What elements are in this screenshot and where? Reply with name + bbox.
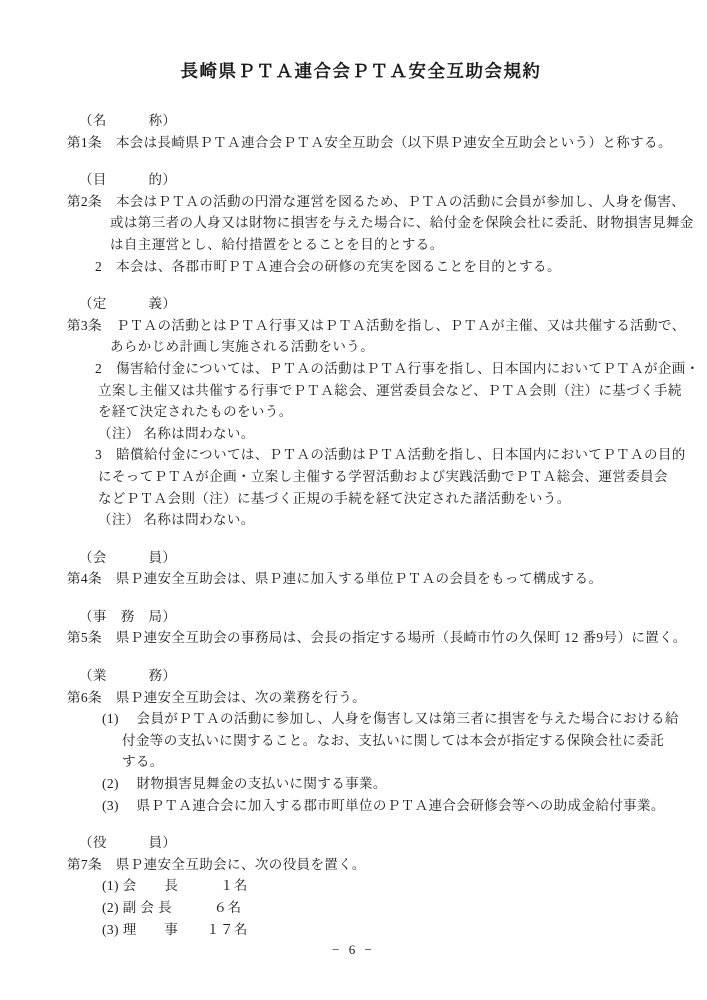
list-item-line: (3) 理 事 １７名 [102,921,248,937]
section-heading: （業 務） [79,668,177,684]
subitem-continuation-line: 立案し主催又は共催する行事でＰＴＡ総会、運営委員会など、ＰＴＡ会則（注）に基づく手続 [98,382,682,398]
list-item-line: (2) 財物損害見舞金の支払いに関する事業。 [102,776,387,792]
document-title: 長崎県ＰＴＡ連合会ＰＴＡ安全互助会規約 [180,61,542,81]
article-continuation-line: 或は第三者の人身又は財物に損害を与えた場合に、給付金を保険会社に委託、財物損害見舞金 [110,215,694,231]
document-body [67,110,700,940]
section-heading: （名 称） [79,113,177,128]
section-heading: （事 務 局） [79,608,177,624]
section-secretariat [67,606,687,649]
subitem-continuation-line: などＰＴＡ会則（注）に基づく正規の手続を経て決定された諸活動をいう。 [98,490,571,506]
subitem-continuation-line: （注） 名称は問わない。 [98,512,255,528]
article-line: 第5条 県Ｐ連安全互助会の事務局は、会長の指定する場所（長崎市竹の久保町 12 番9号）に置く。 [67,630,687,646]
subitem-continuation-line: にそってＰＴＡが企画・立案し主催する学習活動および実践活動でＰＴＡ総会、運営委員会 [98,468,668,484]
list-item-continuation-line: 付金等の支払いに関すること。なお、支払いに関しては本会が指定する保険会社に委託 [122,732,665,748]
list-item-line: (2) 副 会 長 ６名 [102,900,242,915]
article-line: 第2条 本会はＰＴＡの活動の円滑な運営を図るため、ＰＴＡの活動に会員が参加し、人身を傷害、 [67,193,686,209]
section-heading: （会 員） [79,549,177,565]
subitem-line: 2 本会は、各郡市町ＰＴＡ連合会の研修の充実を図ることを目的とする。 [95,258,561,274]
section-members [67,547,655,590]
article-line: 第3条 ＰＴＡの活動とはＰＴＡ行事又はＰＴＡ活動を指し、ＰＴＡが主催、又は共催する活動で、 [67,317,686,333]
subitem-continuation-line: （注） 名称は問わない。 [98,425,255,441]
article-continuation-line: あらかじめ計画し実施される活動をいう。 [110,339,375,355]
section-purpose [67,169,694,277]
article-line: 第4条 県Ｐ連安全互助会は、県Ｐ連に加入する単位ＰＴＡの会員をもって構成する。 [67,571,603,587]
section-name [67,110,672,153]
section-officers [67,832,655,940]
section-definitions [67,293,700,531]
section-heading: （目 的） [79,172,177,188]
subitem-line: 3 賠償給付金については、ＰＴＡの活動はＰＴＡ活動を指し、日本国内においてＰＴＡの目的 [95,447,686,463]
article-line: 第7条 県Ｐ連安全互助会に、次の役員を置く。 [67,856,366,872]
list-item-line: (1) 会 長 １名 [102,878,248,894]
article-continuation-line: は自主運営とし、給付措置をとることを目的とする。 [110,236,444,252]
subitem-continuation-line: を経て決定されたものをいう。 [98,404,293,420]
list-item-continuation-line: する。 [122,754,164,770]
section-heading: （定 義） [79,296,177,312]
article-line: 第6条 県Ｐ連安全互助会は、次の業務を行う。 [67,689,367,705]
section-heading: （役 員） [79,835,177,851]
article-line: 第1条 本会は長崎県ＰＴＡ連合会ＰＴＡ安全互助会（以下県Ｐ連安全互助会という）と称する。 [67,134,672,150]
section-duties [67,665,679,816]
subitem-line: 2 傷害給付金については、ＰＴＡの活動はＰＴＡ行事を指し、日本国内においてＰＴＡが企画・ [95,360,700,376]
list-item-line: (3) 県ＰＴＡ連合会に加入する郡市町単位のＰＴＡ連合会研修会等への助成金給付事業。 [102,797,665,813]
page-number: − 6 − [332,942,375,957]
list-item-line: (1) 会員がＰＴＡの活動に参加し、人身を傷害し又は第三者に損害を与えた場合における給 [102,711,679,727]
